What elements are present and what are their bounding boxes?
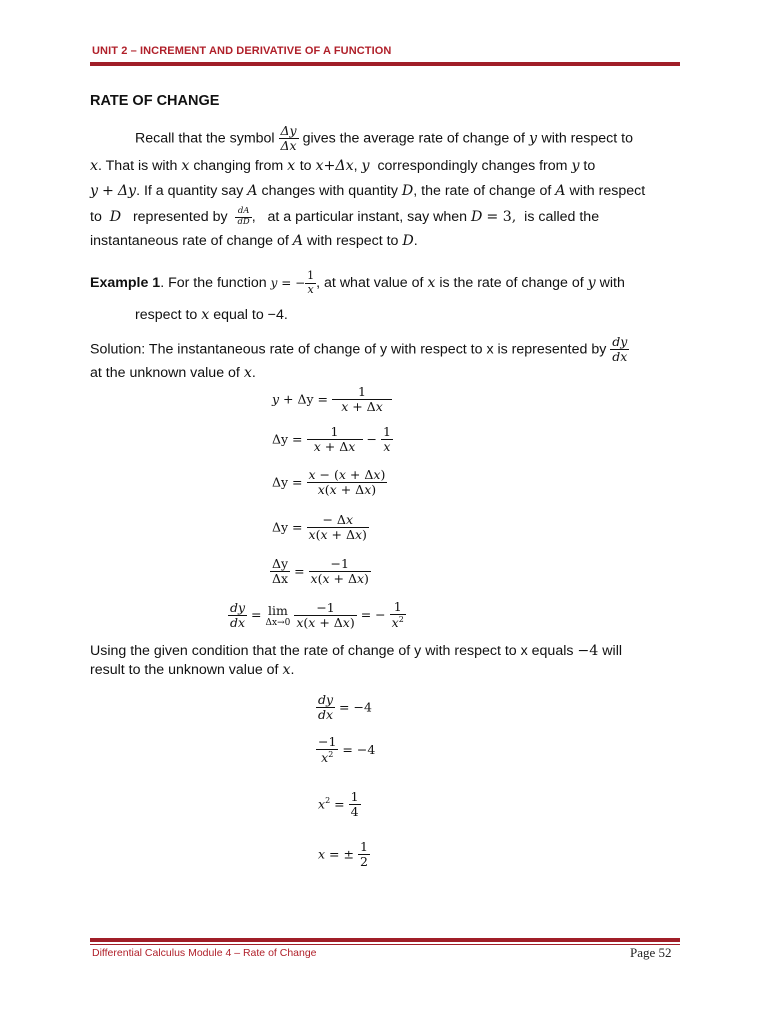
intro-line-1: Recall that the symbol $\frac{\Delta y}{\Delta x}$ gives the average rate of change of y with respect to [135, 123, 633, 154]
using-text: will [602, 643, 622, 659]
dA-over-dD: $\frac{dA}{dD}$ [237, 206, 250, 227]
solution-text: at the unknown value of [90, 365, 240, 381]
intro-text: gives the average rate of change of [302, 130, 525, 147]
example-text: is the rate of change of [439, 274, 584, 291]
page-number: Page 52 [630, 945, 672, 960]
equation-8: $\frac{-1}{x^2}$ = −4 [318, 734, 376, 766]
using-line-2: result to the unknown value of x. [90, 662, 295, 678]
equation-4: Δy = $\frac{- \Delta x}{x(x + \Delta x)}$ [272, 512, 367, 543]
equation-2: Δy = $\frac{1}{x + \Delta x}$ − $\frac{1}{x}$ [272, 424, 391, 455]
example-text: respect to [135, 307, 198, 323]
example-text: . For the function [160, 274, 267, 291]
footer-rule [90, 938, 680, 942]
example-text: , at what value of [316, 274, 424, 291]
intro-text: represented by [132, 209, 228, 226]
delta-y-over-delta-x: $\frac{\Delta y}{\Delta x}$ [280, 123, 297, 154]
equation-7: $\frac{dy}{dx}$ = −4 [318, 692, 372, 723]
intro-text: to [583, 158, 596, 174]
using-line-1: Using the given condition that the rate of change of y with respect to x equals −4 will [90, 643, 622, 659]
intro-text: . If a quantity say [136, 183, 244, 199]
equation-9: $x^2$ = $\frac{1}{4}$ [318, 789, 359, 820]
intro-text: with respect to [541, 130, 633, 147]
example-line-2: respect to x equal to −4. [135, 307, 288, 323]
intro-text: to [299, 158, 312, 174]
dy-over-dx: $\frac{dy}{dx}$ [612, 334, 628, 365]
intro-line-5: instantaneous rate of change of A with respect to D. [90, 233, 418, 249]
example-label: Example 1 [90, 274, 161, 291]
intro-text: changing from [193, 158, 284, 174]
equation-10: x = ± $\frac{1}{2}$ [318, 839, 368, 870]
example-line-1: Example 1. For the function y = − $\frac{1}{x}$ , at what value of x is the rate of change of y with [90, 269, 625, 296]
example-text: with [599, 274, 625, 291]
equation-6: $\frac{dy}{dx}$ = lim Δx→0 $\frac{-1}{x(x + \Delta x)}$ = − $\frac{1}{x^2}$ [230, 599, 404, 631]
equation-1: y + Δy = $\frac{1}{x + \Delta x}$ [272, 385, 392, 415]
equation-3: Δy = $\frac{x - (x + \Delta x)}{x(x + \Delta x)}$ [272, 467, 386, 498]
intro-text: to [90, 209, 102, 226]
intro-line-3: y + Δy. If a quantity say A changes with quantity D, the rate of change of A with respect [90, 183, 646, 199]
intro-text: with respect to [306, 233, 399, 249]
running-header: UNIT 2 – INCREMENT AND DERIVATIVE OF A FUNCTION [92, 45, 392, 57]
solution-text: Solution: The instantaneous rate of change of y with respect to x is represented by [90, 341, 607, 358]
intro-text: at a particular instant, say when [267, 209, 468, 226]
intro-text: changes with quantity [261, 183, 398, 199]
intro-line-2: x. That is with x changing from x to x+Δx, y correspondingly changes from y to [90, 158, 596, 174]
footer-rule-thin [90, 944, 680, 945]
example-text: equal to −4. [213, 307, 288, 323]
using-text: Using the given condition that the rate of change of y with respect to x equals [90, 643, 574, 659]
intro-text: , the rate of change of [413, 183, 552, 199]
section-title: RATE OF CHANGE [90, 93, 220, 109]
solution-line-2: at the unknown value of x. [90, 365, 256, 381]
intro-text: with respect [569, 183, 646, 199]
intro-text: correspondingly changes from [377, 158, 568, 174]
intro-line-4: to D represented by $\frac{dA}{dD}$ , at a particular instant, say when D = 3, is called the [90, 206, 600, 227]
intro-text: Recall that the symbol [135, 130, 275, 147]
intro-text: instantaneous rate of change of [90, 233, 289, 249]
header-rule [90, 62, 680, 66]
one-over-x: $\frac{1}{x}$ [307, 269, 315, 296]
solution-line-1 [90, 335, 629, 365]
using-text: result to the unknown value of [90, 662, 279, 678]
intro-text: is called the [524, 209, 600, 226]
footer-module-title: Differential Calculus Module 4 – Rate of Change [92, 947, 317, 959]
equation-5: $\frac{\Delta y}{\Delta x}$ = $\frac{-1}{x(x + \Delta x)}$ [272, 556, 369, 587]
intro-text: . That is with [98, 158, 178, 174]
